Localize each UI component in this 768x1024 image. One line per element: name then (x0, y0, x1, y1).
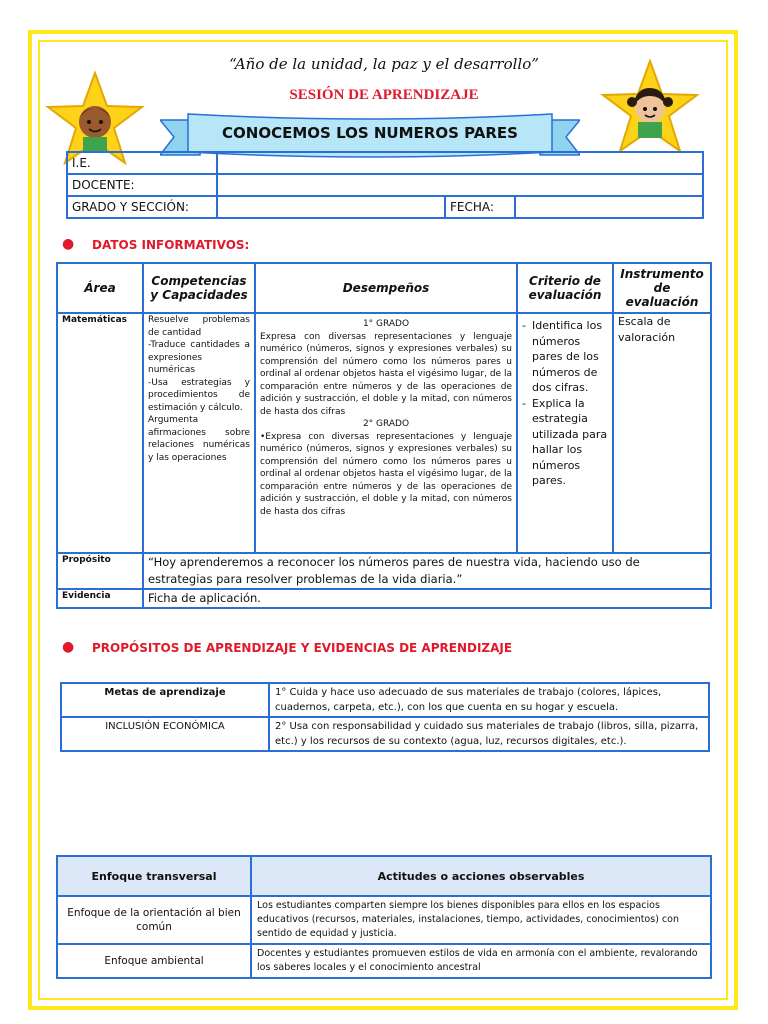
proposito-label: Propósito (57, 553, 143, 589)
enfoque-text: Los estudiantes comparten siempre los bienes disponibles para ellos en los espacios educativos (recursos, materiales, instalaciones, tiempo, actividades, conocimientos) con sentido de equidad y justicia. (251, 896, 711, 944)
session-title: CONOCEMOS LOS NUMEROS PARES (222, 124, 518, 142)
inclusion-label: INCLUSIÓN ECONÓMICA (61, 717, 269, 751)
section-datos-title: DATOS INFORMATIVOS: (92, 238, 250, 252)
main-table (56, 262, 712, 609)
grado1-label: 1° GRADO (362, 319, 410, 329)
fecha-value[interactable] (515, 196, 703, 218)
header-criterio: Criterio de evaluación (517, 263, 613, 313)
proposito-text: “Hoy aprenderemos a reconocer los números pares de nuestra vida, haciendo uso de estrategias para resolver problemas de la vida diaria.” (143, 553, 711, 589)
section-propositos-title: PROPÓSITOS DE APRENDIZAJE Y EVIDENCIAS DE APRENDIZAJE (92, 641, 513, 655)
header-actitudes: Actitudes o acciones observables (251, 856, 711, 896)
header-enfoque: Enfoque transversal (57, 856, 251, 896)
grado2-text: •Expresa con diversas representaciones y lenguaje numérico (números, signos y expresiones verbales) su comprensión del número como los números pares u ordinal al ordenar objetos hasta el vigésimo lugar, de la comparación entre números y de las operaciones de adición y sustracción, el doble y la mitad, con números de hasta dos cifras (260, 431, 512, 517)
area-cell: Matemáticas (57, 313, 143, 553)
bullet-icon: ● (62, 236, 75, 252)
evidencia-text: Ficha de aplicación. (143, 589, 711, 608)
meta-1: 1° Cuida y hace uso adecuado de sus materiales de trabajo (colores, lápices, cuadernos, carpeta, etc.), con los que cuenta en su hogar y escuela. (269, 683, 709, 717)
docente-label: DOCENTE: (67, 174, 217, 196)
competencias-cell (143, 313, 255, 553)
enfoque-text: Docentes y estudiantes promueven estilos de vida en armonía con el ambiente, revalorando los saberes locales y el conocimiento ancestral (251, 944, 711, 978)
grado-label: GRADO Y SECCIÓN: (67, 196, 217, 218)
star-girl-illustration (600, 58, 700, 158)
grado2-label: 2° GRADO (362, 419, 410, 429)
criterio-item: Explica la estrategia utilizada para hallar los números pares. (531, 396, 608, 487)
criterio-item: Identifica los números pares de los números de dos cifras. (531, 319, 603, 394)
instrumento-cell: Escala de valoración (613, 313, 711, 553)
competencia-item: -Traduce cantidades a expresiones numéricas (148, 340, 250, 375)
header-competencias: Competencias y Capacidades (143, 263, 255, 313)
meta-2: 2° Usa con responsabilidad y cuidado sus materiales de trabajo (libros, silla, pizarra, etc.) y los recursos de su contexto (agua, luz, recursos digitales, etc.). (269, 717, 709, 751)
header-area: Área (57, 263, 143, 313)
metas-table (60, 682, 710, 752)
session-label: SESIÓN DE APRENDIZAJE (289, 87, 479, 103)
criterio-cell: - Identifica los números pares de los números de dos cifras. - Explica la estrategia utilizada para hallar los números pares. (517, 313, 613, 553)
metas-label: Metas de aprendizaje (61, 683, 269, 717)
ie-value[interactable] (217, 152, 703, 174)
docente-value[interactable] (217, 174, 703, 196)
evidencia-label: Evidencia (57, 589, 143, 608)
motto-text: “Año de la unidad, la paz y el desarrollo” (229, 55, 539, 73)
fecha-label: FECHA: (445, 196, 515, 218)
ie-label: I.E. (67, 152, 217, 174)
desempenos-cell (255, 313, 517, 553)
info-table (66, 151, 704, 219)
bullet-icon: ● (62, 639, 75, 655)
enfoque-table (56, 855, 712, 979)
competencia-item: -Usa estrategias y procedimientos de estimación y cálculo. (148, 377, 250, 413)
competencia-item: Resuelve problemas de cantidad (148, 315, 250, 338)
grado1-text: Expresa con diversas representaciones y lenguaje numérico (números, signos y expresiones verbales) su comprensión del número como los números pares u ordinal al ordenar objetos hasta el vigésimo lugar, de la comparación entre números y de las operaciones de adición y sustracción, el doble y la mitad, con números de hasta dos cifras (260, 331, 512, 417)
enfoque-name: Enfoque ambiental (57, 944, 251, 978)
grado-value[interactable] (217, 196, 445, 218)
header-desempenos: Desempeños (255, 263, 517, 313)
competencia-item: Argumenta afirmaciones sobre relaciones numéricas y las operaciones (148, 415, 250, 463)
header-instrumento: Instrumento de evaluación (613, 263, 711, 313)
enfoque-name: Enfoque de la orientación al bien común (57, 896, 251, 944)
